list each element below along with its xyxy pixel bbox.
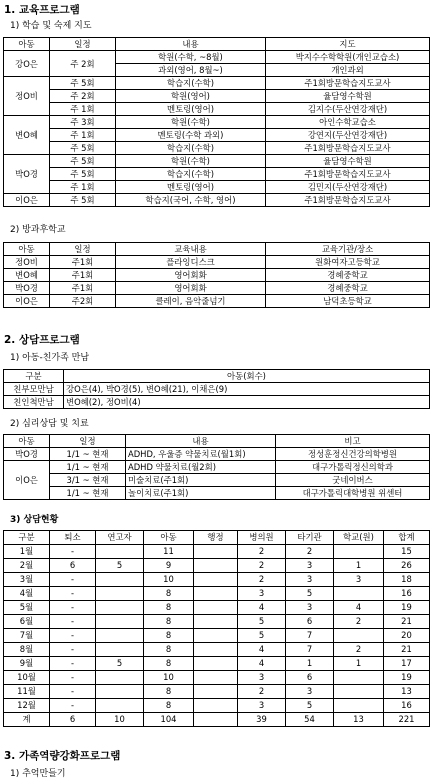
count-cell: - (50, 671, 96, 685)
therapy-table (3, 434, 430, 500)
month-cell: 10월 (4, 671, 50, 685)
table-row (4, 155, 430, 168)
count-cell (194, 545, 238, 559)
children-count-cell: 변O혜(2), 정O비(4) (64, 396, 430, 409)
section1-sub1: 1) 학습 및 숙제 지도 (10, 21, 92, 31)
table-row (4, 587, 430, 601)
count-cell: 6 (50, 713, 96, 727)
note-cell: 굿네이버스 (276, 474, 430, 487)
table-row (4, 615, 430, 629)
note-cell: 정성훈정신건강의학병원 (276, 448, 430, 461)
count-cell: - (50, 629, 96, 643)
content-cell: 멘토링(영어) (116, 103, 266, 116)
count-cell: 4 (238, 601, 286, 615)
count-cell: 6 (286, 671, 334, 685)
table-cell: 박O경 (4, 282, 50, 295)
count-cell: 1 (334, 657, 384, 671)
count-cell: 13 (384, 685, 430, 699)
content-cell: 과외(영어, 8월~) (116, 64, 266, 77)
header-cell: 병의원 (238, 531, 286, 545)
count-cell: 104 (144, 713, 194, 727)
header-cell: 연고자 (96, 531, 144, 545)
header-cell: 구분 (4, 531, 50, 545)
header-cell: 아동 (4, 435, 50, 448)
section2-sub3: 3) 상담현황 (10, 515, 59, 525)
count-cell: - (50, 587, 96, 601)
table-row (4, 545, 430, 559)
content-cell: 학원(수학, ~8월) (116, 51, 266, 64)
count-cell: - (50, 615, 96, 629)
schedule-cell: 주 5회 (50, 142, 116, 155)
schedule-cell: 1/1 ~ 현재 (50, 487, 126, 500)
header-cell: 일정 (50, 435, 126, 448)
count-cell: 21 (384, 643, 430, 657)
table-cell: 경혜중학교 (266, 282, 430, 295)
content-cell: 멘토링(수학 과외) (116, 129, 266, 142)
guide-cell: 율담영수학원 (266, 90, 430, 103)
content-cell: ADHD 약물치료(월2회) (126, 461, 276, 474)
count-cell: - (50, 699, 96, 713)
count-cell (96, 643, 144, 657)
count-cell: 20 (384, 629, 430, 643)
header-cell: 아동(회수) (64, 370, 430, 383)
child-name-cell: 이O은 (4, 194, 50, 207)
note-cell: 대구가톨릭정신의학과 (276, 461, 430, 474)
content-cell: 학습지(수학) (116, 142, 266, 155)
table-cell: 플라잉디스크 (116, 256, 266, 269)
count-cell: 26 (384, 559, 430, 573)
count-cell: 3 (286, 601, 334, 615)
table-row (4, 629, 430, 643)
category-cell: 친부모만남 (4, 383, 64, 396)
count-cell: - (50, 545, 96, 559)
count-cell (194, 601, 238, 615)
child-name-cell: 정O비 (4, 77, 50, 116)
table-row (4, 103, 430, 116)
table-row (4, 116, 430, 129)
month-cell: 8월 (4, 643, 50, 657)
content-cell: 학습지(수학) (116, 77, 266, 90)
section2-sub1: 1) 아동-친가족 만남 (10, 353, 90, 363)
count-cell: 8 (144, 643, 194, 657)
table-header-row (4, 243, 430, 256)
count-cell: 3 (286, 559, 334, 573)
table-row (4, 256, 430, 269)
header-cell: 일정 (50, 38, 116, 51)
table-row (4, 671, 430, 685)
section2-sub2: 2) 심리상담 및 치료 (10, 419, 89, 429)
count-cell: 5 (96, 657, 144, 671)
count-cell (194, 685, 238, 699)
count-cell: 11 (144, 545, 194, 559)
count-cell: 8 (144, 615, 194, 629)
count-cell (96, 629, 144, 643)
category-cell: 친인척만남 (4, 396, 64, 409)
count-cell: 5 (286, 587, 334, 601)
count-cell (96, 671, 144, 685)
header-cell: 합계 (384, 531, 430, 545)
family-meeting-table (3, 369, 430, 409)
month-cell: 9월 (4, 657, 50, 671)
note-cell: 대구가톨릭대학병원 위센터 (276, 487, 430, 500)
header-cell: 내용 (116, 38, 266, 51)
table-row (4, 383, 430, 396)
guide-cell: 주1회방문학습지도교사 (266, 142, 430, 155)
table-row (4, 559, 430, 573)
count-cell: - (50, 601, 96, 615)
count-cell: 3 (334, 573, 384, 587)
header-cell: 비고 (276, 435, 430, 448)
count-cell: 4 (238, 657, 286, 671)
after-school-table (3, 242, 430, 308)
guide-cell: 김민지(두산연강재단) (266, 181, 430, 194)
child-name-cell: 강O은 (4, 51, 50, 77)
table-row (4, 295, 430, 308)
count-cell: 10 (144, 573, 194, 587)
table-row (4, 129, 430, 142)
table-row (4, 487, 430, 500)
content-cell: 놀이치료(주1회) (126, 487, 276, 500)
table-row (4, 573, 430, 587)
header-cell: 퇴소 (50, 531, 96, 545)
section1-sub2: 2) 방과후학교 (10, 225, 66, 235)
count-cell: 5 (238, 615, 286, 629)
header-cell: 학교(원) (334, 531, 384, 545)
table-header-row (4, 38, 430, 51)
count-cell: 4 (238, 643, 286, 657)
count-cell: 4 (334, 601, 384, 615)
count-cell: 6 (50, 559, 96, 573)
count-cell: 5 (96, 559, 144, 573)
content-cell: 학습지(수학) (116, 168, 266, 181)
guide-cell: 개인과외 (266, 64, 430, 77)
header-cell: 행정 (194, 531, 238, 545)
table-row (4, 643, 430, 657)
schedule-cell: 주 3회 (50, 116, 116, 129)
count-cell: 54 (286, 713, 334, 727)
schedule-cell: 주 5회 (50, 155, 116, 168)
schedule-cell: 주 5회 (50, 77, 116, 90)
count-cell: - (50, 657, 96, 671)
table-header-row (4, 531, 430, 545)
table-row (4, 269, 430, 282)
count-cell: 16 (384, 587, 430, 601)
count-cell: 1 (286, 657, 334, 671)
table-cell: 이O은 (4, 295, 50, 308)
table-row (4, 282, 430, 295)
count-cell: 2 (238, 559, 286, 573)
table-row (4, 51, 430, 64)
study-guidance-table (3, 37, 430, 207)
month-cell: 2월 (4, 559, 50, 573)
child-name-cell: 이O은 (4, 461, 50, 500)
schedule-cell: 주 1회 (50, 129, 116, 142)
header-cell: 아동 (4, 38, 50, 51)
month-cell: 11월 (4, 685, 50, 699)
count-cell: 2 (334, 615, 384, 629)
table-row (4, 396, 430, 409)
guide-cell: 주1회방문학습지도교사 (266, 77, 430, 90)
table-row (4, 699, 430, 713)
guide-cell: 강연지(두산연강재단) (266, 129, 430, 142)
month-cell: 6월 (4, 615, 50, 629)
month-cell: 계 (4, 713, 50, 727)
month-cell: 5월 (4, 601, 50, 615)
table-cell: 주1회 (50, 282, 116, 295)
count-cell (194, 573, 238, 587)
table-row (4, 461, 430, 474)
table-header-row (4, 435, 430, 448)
guide-cell: 율담영수학원 (266, 155, 430, 168)
table-cell: 정O비 (4, 256, 50, 269)
section1-title: 1. 교육프로그램 (4, 4, 80, 16)
count-cell (96, 573, 144, 587)
child-name-cell: 박O경 (4, 448, 50, 461)
header-cell: 지도 (266, 38, 430, 51)
count-cell (194, 615, 238, 629)
count-cell: 2 (334, 643, 384, 657)
table-cell: 남덕초등학교 (266, 295, 430, 308)
count-cell (194, 657, 238, 671)
table-cell: 주1회 (50, 256, 116, 269)
content-cell: 멘토링(영어) (116, 181, 266, 194)
table-row (4, 168, 430, 181)
content-cell: ADHD, 우울증 약물치료(월1회) (126, 448, 276, 461)
schedule-cell: 주 1회 (50, 103, 116, 116)
count-cell: 8 (144, 587, 194, 601)
count-cell (96, 699, 144, 713)
count-cell: 2 (286, 545, 334, 559)
count-cell: - (50, 643, 96, 657)
table-row (4, 194, 430, 207)
count-cell (334, 587, 384, 601)
table-row (4, 601, 430, 615)
content-cell: 학원(수학) (116, 155, 266, 168)
table-row (4, 713, 430, 727)
count-cell: 19 (384, 671, 430, 685)
count-cell: - (50, 685, 96, 699)
count-cell: 19 (384, 601, 430, 615)
table-header-row (4, 370, 430, 383)
count-cell: 7 (286, 629, 334, 643)
count-cell: 3 (238, 587, 286, 601)
count-cell (194, 643, 238, 657)
count-cell (96, 545, 144, 559)
count-cell: 9 (144, 559, 194, 573)
count-cell (194, 587, 238, 601)
count-cell: 2 (238, 573, 286, 587)
count-cell: 8 (144, 699, 194, 713)
count-cell (334, 671, 384, 685)
schedule-cell: 주 2회 (50, 51, 116, 77)
count-cell (194, 559, 238, 573)
count-cell (334, 699, 384, 713)
table-row (4, 657, 430, 671)
schedule-cell: 3/1 ~ 현재 (50, 474, 126, 487)
header-cell: 내용 (126, 435, 276, 448)
month-cell: 4월 (4, 587, 50, 601)
count-cell: - (50, 573, 96, 587)
guide-cell: 주1회방문학습지도교사 (266, 194, 430, 207)
month-cell: 7월 (4, 629, 50, 643)
count-cell (334, 685, 384, 699)
table-row (4, 142, 430, 155)
header-cell: 타기관 (286, 531, 334, 545)
count-cell: 10 (144, 671, 194, 685)
count-cell (334, 545, 384, 559)
schedule-cell: 주 5회 (50, 194, 116, 207)
guide-cell: 아인수학교습소 (266, 116, 430, 129)
count-cell: 21 (384, 615, 430, 629)
count-cell: 8 (144, 601, 194, 615)
count-cell: 39 (238, 713, 286, 727)
schedule-cell: 주 5회 (50, 168, 116, 181)
count-cell: 10 (96, 713, 144, 727)
guide-cell: 주1회방문학습지도교사 (266, 168, 430, 181)
count-cell: 3 (286, 573, 334, 587)
count-cell (96, 685, 144, 699)
content-cell: 미술치료(주1회) (126, 474, 276, 487)
content-cell: 학습지(국어, 수학, 영어) (116, 194, 266, 207)
count-cell: 5 (286, 699, 334, 713)
guide-cell: 박지수수학학원(개인교습소) (266, 51, 430, 64)
count-cell: 8 (144, 629, 194, 643)
table-cell: 클레이, 음악줄넘기 (116, 295, 266, 308)
count-cell: 2 (238, 545, 286, 559)
month-cell: 3월 (4, 573, 50, 587)
content-cell: 학원(영어) (116, 90, 266, 103)
schedule-cell: 1/1 ~ 현재 (50, 448, 126, 461)
count-cell: 7 (286, 643, 334, 657)
count-cell (96, 601, 144, 615)
table-cell: 변O혜 (4, 269, 50, 282)
section2-title: 2. 상담프로그램 (4, 334, 80, 346)
schedule-cell: 주 1회 (50, 181, 116, 194)
count-cell: 8 (144, 657, 194, 671)
table-row (4, 90, 430, 103)
count-cell: 17 (384, 657, 430, 671)
header-cell: 구분 (4, 370, 64, 383)
table-cell: 경혜중학교 (266, 269, 430, 282)
counseling-status-table (3, 530, 430, 727)
count-cell: 3 (238, 699, 286, 713)
table-cell: 영어회화 (116, 282, 266, 295)
table-cell: 원화여자고등학교 (266, 256, 430, 269)
header-cell: 아동 (4, 243, 50, 256)
count-cell (194, 671, 238, 685)
table-cell: 주1회 (50, 269, 116, 282)
child-name-cell: 변O혜 (4, 116, 50, 155)
count-cell: 6 (286, 615, 334, 629)
table-row (4, 685, 430, 699)
count-cell (96, 615, 144, 629)
section3-title: 3. 가족역량강화프로그램 (4, 750, 121, 762)
count-cell (96, 587, 144, 601)
table-row (4, 181, 430, 194)
count-cell (334, 629, 384, 643)
guide-cell: 김지수(두산연강재단) (266, 103, 430, 116)
count-cell: 16 (384, 699, 430, 713)
count-cell: 3 (238, 671, 286, 685)
count-cell: 221 (384, 713, 430, 727)
table-cell: 영어회화 (116, 269, 266, 282)
count-cell: 8 (144, 685, 194, 699)
count-cell: 1 (334, 559, 384, 573)
count-cell: 15 (384, 545, 430, 559)
count-cell (194, 699, 238, 713)
count-cell (194, 713, 238, 727)
header-cell: 교육기관/장소 (266, 243, 430, 256)
children-count-cell: 강O은(4), 박O경(5), 변O혜(21), 이채은(9) (64, 383, 430, 396)
table-cell: 주2회 (50, 295, 116, 308)
count-cell: 5 (238, 629, 286, 643)
count-cell: 18 (384, 573, 430, 587)
month-cell: 12월 (4, 699, 50, 713)
schedule-cell: 주 2회 (50, 90, 116, 103)
child-name-cell: 박O경 (4, 155, 50, 194)
section3-sub1: 1) 추억만들기 (10, 769, 66, 779)
header-cell: 아동 (144, 531, 194, 545)
count-cell: 2 (238, 685, 286, 699)
content-cell: 학원(수학) (116, 116, 266, 129)
table-row (4, 77, 430, 90)
header-cell: 교육내용 (116, 243, 266, 256)
table-row (4, 448, 430, 461)
count-cell: 13 (334, 713, 384, 727)
table-row (4, 474, 430, 487)
count-cell: 3 (286, 685, 334, 699)
header-cell: 일정 (50, 243, 116, 256)
count-cell (194, 629, 238, 643)
schedule-cell: 1/1 ~ 현재 (50, 461, 126, 474)
month-cell: 1월 (4, 545, 50, 559)
